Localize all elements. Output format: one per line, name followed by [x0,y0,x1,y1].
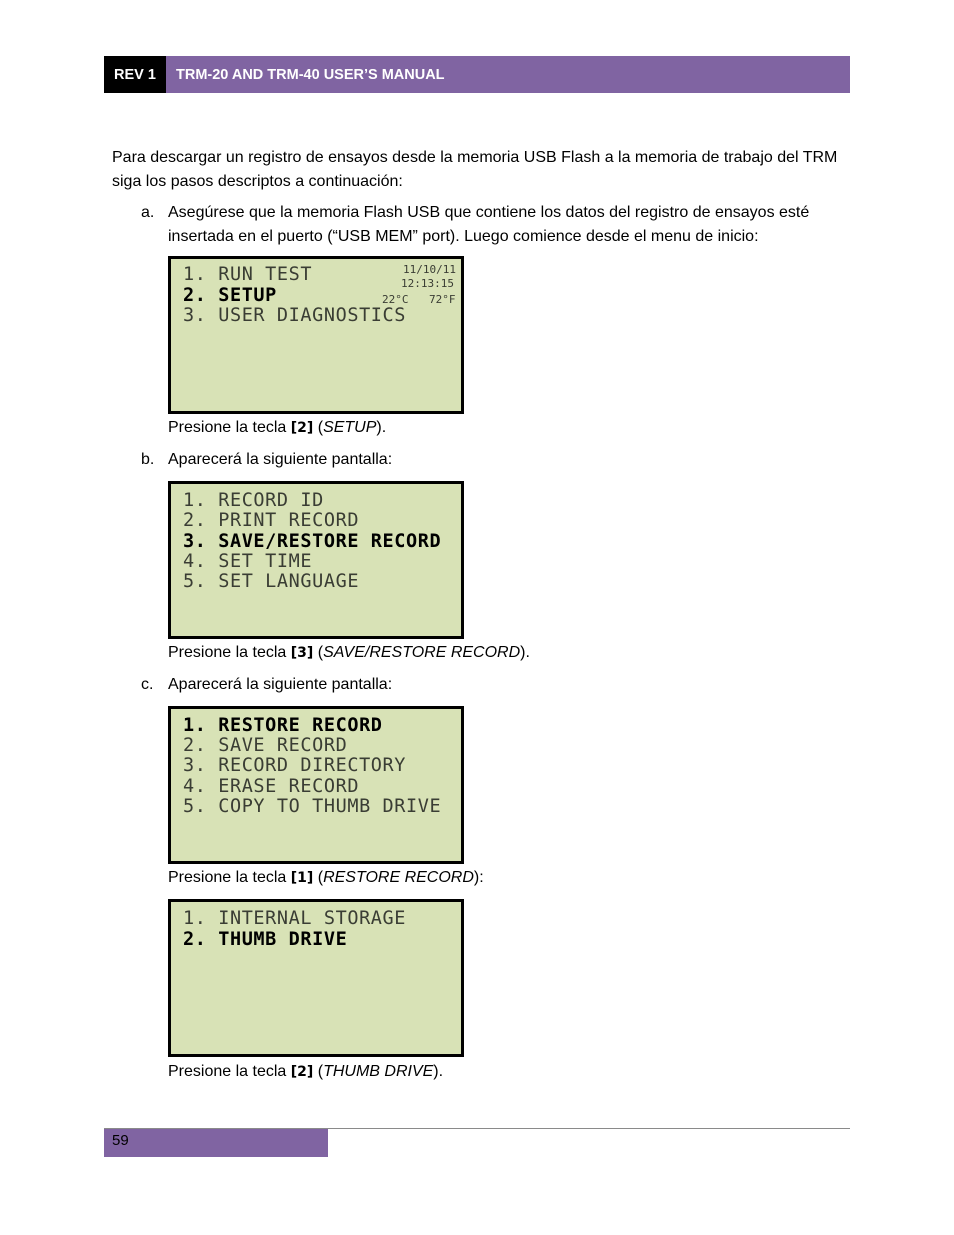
lcd-time: 12:13:15 [401,277,454,290]
step-text: Aparecerá la siguiente pantalla: [168,676,393,693]
lcd-line: 3. RECORD DIRECTORY [183,755,407,776]
step-letter: c. [141,676,154,693]
revision-label: REV 1 [104,56,166,93]
lcd-line: 5. COPY TO THUMB DRIVE [183,796,442,817]
step-caption: Presione la tecla [2] (SETUP). [168,419,387,436]
lcd-line: 2. SAVE RECORD [183,735,348,756]
key-label: [2] [290,420,314,436]
lcd-line: 1. RUN TEST [183,264,313,285]
step-letter: a. [141,204,155,221]
manual-title: TRM-20 AND TRM-40 USER’S MANUAL [166,56,850,93]
step-letter: b. [141,451,155,468]
lcd-line: 4. SET TIME [183,551,313,572]
lcd-line: 5. SET LANGUAGE [183,571,360,592]
page-header [104,56,850,93]
lcd-line-selected: 1. RESTORE RECORD [183,715,383,736]
step-text: Asegúrese que la memoria Flash USB que contiene los datos del registro de ensayos esté insertada en el puerto (“USB MEM” port). Luego comience desde el menu de inicio: [168,204,810,245]
lcd-line: 4. ERASE RECORD [183,776,360,797]
key-label: [1] [290,870,314,886]
lcd-line: 2. PRINT RECORD [183,510,360,531]
page-number: 59 [104,1129,328,1157]
lcd-screen-save-restore-menu [168,706,464,864]
lcd-line: 1. INTERNAL STORAGE [183,908,407,929]
lcd-temp-f: 72°F [429,293,456,306]
lcd-line-selected: 2. SETUP [183,285,277,306]
step-text: Aparecerá la siguiente pantalla: [168,451,393,468]
step-caption: Presione la tecla [3] (SAVE/RESTORE RECORD). [168,644,530,661]
lcd-line-selected: 3. SAVE/RESTORE RECORD [183,531,442,552]
step-caption: Presione la tecla [1] (RESTORE RECORD): [168,869,484,886]
step-caption: Presione la tecla [2] (THUMB DRIVE). [168,1063,444,1080]
key-label: [2] [290,1064,314,1080]
lcd-screen-restore-source [168,899,464,1057]
lcd-screen-main-menu [168,256,464,414]
lcd-line-selected: 2. THUMB DRIVE [183,929,348,950]
lcd-temp-c: 22°C [382,293,409,306]
lcd-line: 1. RECORD ID [183,490,324,511]
lcd-date: 11/10/11 [403,263,456,276]
intro-paragraph: Para descargar un registro de ensayos desde la memoria USB Flash a la memoria de trabajo del TRM siga los pasos descriptos a continuación: [112,149,838,190]
key-label: [3] [290,645,314,661]
lcd-line: 3. USER DIAGNOSTICS [183,305,407,326]
lcd-screen-setup-menu [168,481,464,639]
